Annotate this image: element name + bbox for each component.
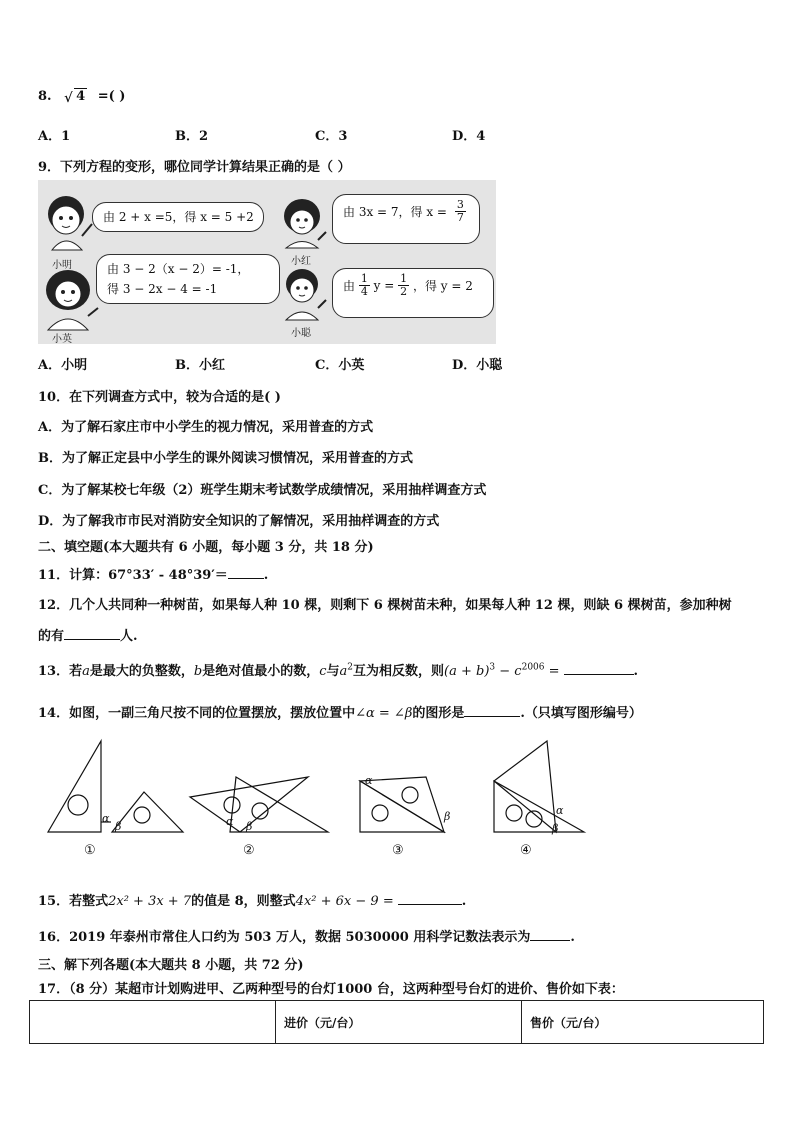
numerator: 3 [456, 198, 464, 211]
exponent: 2 [347, 662, 354, 673]
option-d: D．为了解我市市民对消防安全知识的了解情况，采用抽样调查的方式 [38, 514, 440, 529]
figure-label-3: ③ [392, 843, 404, 858]
table-header-sale-price: 售价（元/台） [522, 1001, 764, 1044]
name-xiaocong: 小聪 [291, 328, 311, 339]
denominator: 2 [400, 285, 408, 298]
exponent: 2006 [521, 662, 545, 673]
question-13 [38, 660, 638, 679]
name-xiaoying: 小英 [52, 334, 72, 345]
radicand: 4 [76, 89, 86, 104]
expression: (a + b) [444, 664, 490, 679]
answer-blank[interactable] [398, 892, 462, 905]
bubble-text: 由 2 + x =5，得 x = 5 +2 [103, 210, 254, 224]
alpha-label: α [365, 774, 373, 787]
bubble-text: 由 [343, 279, 356, 293]
figure-2 [190, 777, 328, 832]
answer-blank[interactable] [530, 928, 570, 941]
beta-label: β [444, 810, 451, 823]
question-text: . [570, 930, 575, 945]
option-a: A．为了解石家庄市中小学生的视力情况，采用普查的方式 [38, 420, 374, 435]
equation-cartoon [38, 180, 496, 344]
bubble-xiaoming [92, 202, 264, 232]
expression: 4x² + 6x − 9 = [295, 894, 394, 909]
question-text: 11．计算：67°33′ - 48°39′＝ [38, 568, 228, 583]
beta-label: β [246, 820, 253, 833]
option-c: C．为了解某校七年级（2）班学生期末考试数学成绩情况，采用抽样调查方式 [38, 483, 487, 498]
option-a: A．小明 [38, 358, 88, 373]
figure-label-2: ② [243, 843, 255, 858]
section-heading: 三、解下列各题(本大题共 8 小题，共 72 分) [38, 958, 304, 973]
question-number: 8. [38, 89, 52, 104]
expression: − c [495, 664, 522, 679]
option-a: A．1 [38, 129, 71, 144]
alpha-label: α [226, 815, 234, 828]
question-16 [38, 926, 575, 945]
name-xiaoming: 小明 [52, 260, 72, 271]
beta-label: β [552, 822, 559, 835]
bubble-text-line-1: 由 3 − 2（x − 2）= -1， [107, 262, 250, 276]
bubble-text-line-2: 得 3 − 2x − 4 = -1 [107, 282, 218, 296]
numerator: 1 [360, 272, 368, 285]
question-17-stem: 17．（8 分）某超市计划购进甲、乙两种型号的台灯1000 台，这两种型号台灯的进价、售价如下表： [38, 982, 624, 997]
figure-label-4: ④ [520, 843, 532, 858]
answer-blank[interactable] [64, 627, 120, 640]
bubble-text: ，得 y = 2 [412, 279, 473, 293]
bubble-text: 由 3x = 7，得 x = [343, 205, 447, 219]
option-b: B．为了解正定县中小学生的课外阅读习惯情况，采用普查的方式 [38, 451, 413, 466]
angle-equation: ∠α = ∠β [355, 706, 413, 721]
kid-xiaoying-icon [46, 270, 98, 330]
question-10-stem: 10．在下列调查方式中，较为合适的是( ) [38, 390, 281, 405]
table-row [30, 1001, 764, 1044]
kid-xiaohong-icon [284, 199, 326, 248]
option-c: C．小英 [315, 358, 365, 373]
question-text: 13．若 [38, 664, 83, 679]
kid-xiaocong-icon [286, 269, 326, 320]
question-text: . [263, 568, 269, 583]
bubble-text: y = [373, 278, 395, 293]
figure-4 [494, 741, 584, 832]
table-header-purchase-price: 进价（元/台） [276, 1001, 522, 1044]
var-a: a [339, 664, 348, 679]
alpha-label: α [102, 812, 110, 825]
question-11 [38, 564, 268, 583]
question-text: 14．如图，一副三角尺按不同的位置摆放，摆放位置中 [38, 706, 356, 721]
question-text: 的有 [38, 629, 65, 644]
q8-options [38, 125, 638, 143]
table-cell [30, 1001, 276, 1044]
question-12-line-1: 12．几个人共同种一种树苗，如果每人种 10 棵，则剩下 6 棵树苗未种，如果每人种 12 棵，则缺 6 棵树苗，参加种树 [38, 598, 732, 613]
question-9-stem: 9．下列方程的变形，哪位同学计算结果正确的是（ ） [38, 160, 351, 175]
denominator: 4 [360, 285, 368, 298]
figure-3 [360, 777, 444, 832]
alpha-label: α [556, 804, 564, 817]
question-text: 的图形是 [412, 706, 465, 721]
option-b: B．2 [175, 129, 209, 144]
section-heading: 二、填空题(本大题共有 6 小题，每小题 3 分，共 18 分) [38, 540, 374, 555]
q9-options [38, 354, 638, 372]
option-c: C．3 [315, 129, 348, 144]
exponent: 3 [489, 662, 496, 673]
var-b: b [193, 664, 203, 679]
bubble-xiaocong [332, 268, 494, 318]
question-text: 互为相反数，则 [353, 664, 445, 679]
name-xiaohong: 小红 [291, 256, 311, 267]
var-a: a [82, 664, 90, 679]
triangle-figures [40, 735, 600, 840]
question-suffix: =( ) [97, 89, 126, 104]
kid-xiaoming-icon [48, 196, 92, 250]
expression: = [544, 664, 560, 679]
bubble-xiaohong [332, 194, 480, 244]
question-15 [38, 890, 466, 909]
question-text: 人. [120, 629, 138, 644]
question-text: 是绝对值最小的数， [202, 664, 320, 679]
option-d: D．小聪 [452, 358, 503, 373]
option-b: B．小红 [175, 358, 225, 373]
price-table [29, 1000, 764, 1044]
question-text: . [461, 894, 467, 909]
bubble-xiaoying [96, 254, 280, 304]
fraction [359, 273, 370, 298]
denominator: 7 [456, 211, 464, 224]
question-text: 15．若整式 [38, 894, 109, 909]
question-14 [38, 702, 642, 721]
question-12-line-2 [38, 625, 138, 644]
answer-blank[interactable] [228, 566, 264, 579]
question-text: 是最大的负整数， [89, 664, 194, 679]
option-d: D．4 [452, 129, 486, 144]
question-text: 与 [326, 664, 340, 679]
figure-label-1: ① [84, 843, 96, 858]
question-text: .（只填写图形编号） [520, 706, 642, 721]
figure-1 [48, 741, 183, 832]
question-8 [38, 89, 125, 104]
numerator: 1 [400, 272, 408, 285]
answer-blank[interactable] [464, 704, 520, 717]
fraction [398, 273, 409, 298]
var-c: c [319, 664, 327, 679]
question-text: . [633, 664, 639, 679]
radical-sign-icon: √ [64, 91, 73, 106]
beta-label: β [115, 820, 122, 833]
answer-blank[interactable] [564, 662, 634, 675]
expression: 2x² + 3x + 7 [108, 894, 192, 909]
sqrt-expression [64, 89, 87, 104]
question-text: 16．2019 年泰州市常住人口约为 503 万人，数据 5030000 用科学记数法表示为 [38, 930, 531, 945]
question-text: 的值是 8，则整式 [191, 894, 296, 909]
fraction [455, 199, 466, 224]
